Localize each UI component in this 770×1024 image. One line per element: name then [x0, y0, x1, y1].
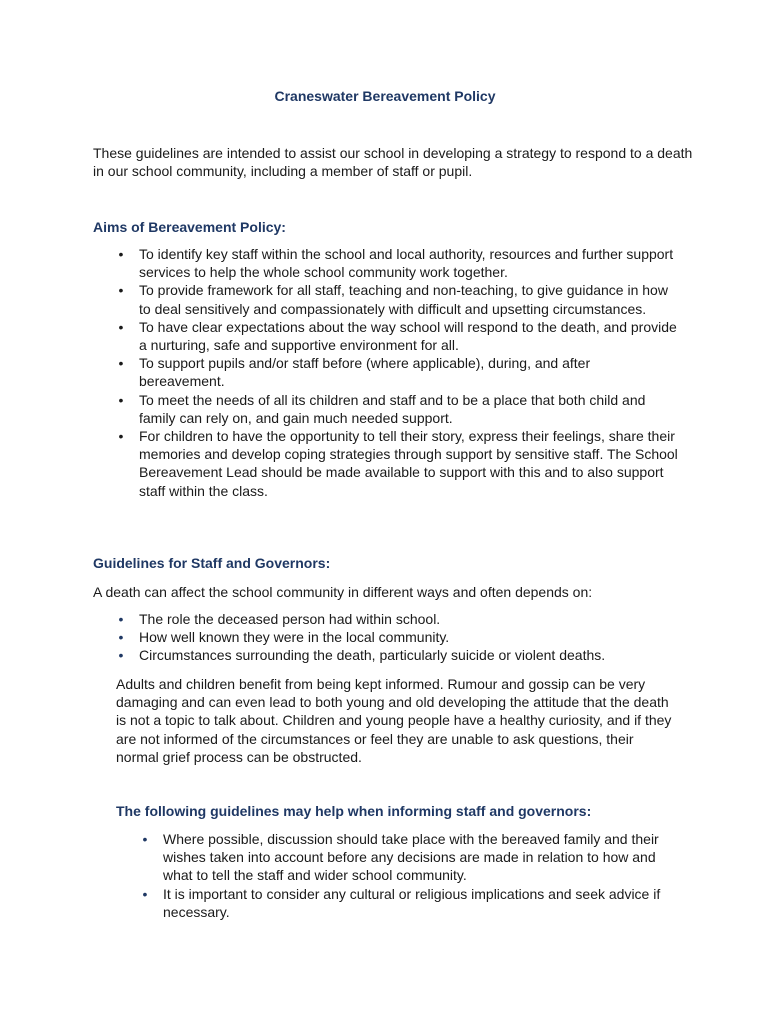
aims-heading: Aims of Bereavement Policy:: [93, 219, 286, 235]
bullet-icon: •: [118, 629, 124, 646]
guidelines-heading: Guidelines for Staff and Governors:: [93, 555, 331, 571]
informing-list: [142, 830, 663, 921]
bullet-icon: •: [118, 391, 124, 408]
list-item: • The role the deceased person had within school.: [139, 610, 679, 628]
bullet-icon: •: [118, 282, 124, 299]
intro-paragraph: These guidelines are intended to assist our school in developing a strategy to respond to a death in our school community, including a member of staff or pupil.: [93, 145, 693, 179]
depends-list: [118, 610, 679, 665]
list-item: • To identify key staff within the school and local authority, resources and further support services to help the whole school community work together.: [139, 245, 679, 281]
bullet-icon: •: [118, 647, 124, 664]
document-title: Craneswater Bereavement Policy: [274, 88, 496, 104]
list-item: • Circumstances surrounding the death, particularly suicide or violent deaths.: [139, 646, 679, 664]
bullet-icon: •: [118, 246, 124, 262]
bullet-icon: •: [142, 885, 148, 902]
list-item: • Where possible, discussion should take place with the bereaved family and their wishes taken into account before any decisions are made in relation to how and what to tell the staff and wider school community.: [163, 830, 663, 885]
guidelines-paragraph: Adults and children benefit from being kept informed. Rumour and gossip can be very damaging and can even lead to both young and old developing the attitude that the death is not a topic to talk about. Children and young people have a healthy curiosity, and if they are not informed of the circumstances or feel they are unable to ask questions, their normal grief process can be obstructed.: [116, 676, 672, 765]
list-item: • How well known they were in the local community.: [139, 628, 679, 646]
list-item: • To provide framework for all staff, teaching and non-teaching, to give guidance in how to deal sensitively and compassionately with difficult and upsetting circumstances.: [139, 281, 679, 317]
informing-heading: The following guidelines may help when informing staff and governors:: [116, 803, 592, 819]
bullet-icon: •: [118, 428, 124, 445]
list-item: • For children to have the opportunity to tell their story, express their feelings, share their memories and develop coping strategies through support by sensitive staff. The School Bereavement Lead should be made available to support with this and to also support staff within the class.: [139, 427, 679, 500]
guidelines-lead: A death can affect the school community in different ways and often depends on:: [93, 584, 593, 600]
bullet-icon: •: [118, 611, 124, 627]
list-item: • It is important to consider any cultural or religious implications and seek advice if necessary.: [163, 885, 663, 921]
bullet-icon: •: [118, 318, 124, 335]
bullet-icon: •: [118, 355, 124, 372]
bullet-icon: •: [142, 831, 148, 847]
list-item: • To meet the needs of all its children and staff and to be a place that both child and family can rely on, and gain much needed support.: [139, 391, 679, 427]
list-item: • To support pupils and/or staff before (where applicable), during, and after bereavement.: [139, 354, 679, 390]
list-item: • To have clear expectations about the way school will respond to the death, and provide a nurturing, safe and supportive environment for all.: [139, 318, 679, 354]
aims-list: [118, 245, 679, 500]
